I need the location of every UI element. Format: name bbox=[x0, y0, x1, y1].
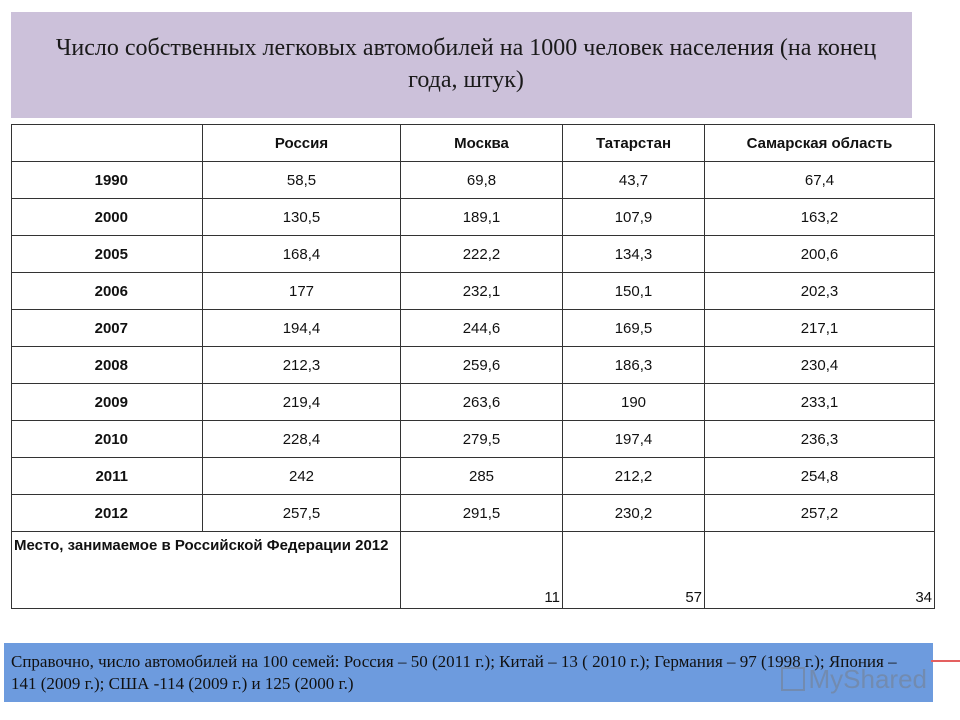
value-cell: 43,7 bbox=[563, 162, 705, 199]
watermark-icon bbox=[781, 667, 805, 691]
column-header bbox=[12, 125, 203, 162]
table-row bbox=[12, 421, 935, 458]
value-cell: 189,1 bbox=[401, 199, 563, 236]
value-cell: 219,4 bbox=[203, 384, 401, 421]
reference-note: Справочно, число автомобилей на 100 семей: Россия – 50 (2011 г.); Китай – 13 ( 2010 г.); Германия – 97 (1998 г.); Япония – 141 (2009 г.); США -114 (2009 г.) и 125 (2000 г.) bbox=[11, 652, 897, 693]
value-cell: 217,1 bbox=[705, 310, 935, 347]
table-row bbox=[12, 310, 935, 347]
value-cell: 279,5 bbox=[401, 421, 563, 458]
decorative-line bbox=[931, 660, 960, 662]
table-header-row bbox=[12, 125, 935, 162]
year-cell: 2011 bbox=[12, 458, 203, 495]
page-title: Число собственных легковых автомобилей на 1000 человек населения (на конец года, штук) bbox=[55, 35, 877, 93]
value-cell: 236,3 bbox=[705, 421, 935, 458]
value-cell: 58,5 bbox=[203, 162, 401, 199]
value-cell: 230,2 bbox=[563, 495, 705, 532]
ranking-value: 11 bbox=[401, 532, 563, 609]
column-header: Самарская область bbox=[705, 125, 935, 162]
value-cell: 150,1 bbox=[563, 273, 705, 310]
value-cell: 186,3 bbox=[563, 347, 705, 384]
value-cell: 222,2 bbox=[401, 236, 563, 273]
value-cell: 263,6 bbox=[401, 384, 563, 421]
value-cell: 257,2 bbox=[705, 495, 935, 532]
value-cell: 197,4 bbox=[563, 421, 705, 458]
value-cell: 228,4 bbox=[203, 421, 401, 458]
value-cell: 254,8 bbox=[705, 458, 935, 495]
ranking-value: 34 bbox=[705, 532, 935, 609]
ranking-label: Место, занимаемое в Российской Федерации 2012 bbox=[12, 532, 401, 609]
value-cell: 230,4 bbox=[705, 347, 935, 384]
table-row bbox=[12, 162, 935, 199]
value-cell: 291,5 bbox=[401, 495, 563, 532]
value-cell: 177 bbox=[203, 273, 401, 310]
value-cell: 212,3 bbox=[203, 347, 401, 384]
table-row bbox=[12, 458, 935, 495]
column-header: Татарстан bbox=[563, 125, 705, 162]
year-cell: 2009 bbox=[12, 384, 203, 421]
value-cell: 107,9 bbox=[563, 199, 705, 236]
value-cell: 134,3 bbox=[563, 236, 705, 273]
year-cell: 2006 bbox=[12, 273, 203, 310]
value-cell: 69,8 bbox=[401, 162, 563, 199]
year-cell: 2000 bbox=[12, 199, 203, 236]
value-cell: 212,2 bbox=[563, 458, 705, 495]
year-cell: 2005 bbox=[12, 236, 203, 273]
year-cell: 1990 bbox=[12, 162, 203, 199]
value-cell: 244,6 bbox=[401, 310, 563, 347]
value-cell: 67,4 bbox=[705, 162, 935, 199]
table-row bbox=[12, 347, 935, 384]
table-row bbox=[12, 199, 935, 236]
value-cell: 242 bbox=[203, 458, 401, 495]
value-cell: 194,4 bbox=[203, 310, 401, 347]
table-row bbox=[12, 236, 935, 273]
ranking-row bbox=[12, 532, 935, 609]
value-cell: 163,2 bbox=[705, 199, 935, 236]
value-cell: 168,4 bbox=[203, 236, 401, 273]
column-header: Россия bbox=[203, 125, 401, 162]
column-header: Москва bbox=[401, 125, 563, 162]
value-cell: 200,6 bbox=[705, 236, 935, 273]
year-cell: 2008 bbox=[12, 347, 203, 384]
watermark-text: MyShared bbox=[808, 664, 927, 694]
year-cell: 2007 bbox=[12, 310, 203, 347]
ranking-value: 57 bbox=[563, 532, 705, 609]
value-cell: 257,5 bbox=[203, 495, 401, 532]
value-cell: 190 bbox=[563, 384, 705, 421]
year-cell: 2010 bbox=[12, 421, 203, 458]
value-cell: 285 bbox=[401, 458, 563, 495]
value-cell: 130,5 bbox=[203, 199, 401, 236]
value-cell: 233,1 bbox=[705, 384, 935, 421]
value-cell: 259,6 bbox=[401, 347, 563, 384]
value-cell: 232,1 bbox=[401, 273, 563, 310]
table-row bbox=[12, 495, 935, 532]
year-cell: 2012 bbox=[12, 495, 203, 532]
value-cell: 202,3 bbox=[705, 273, 935, 310]
data-table bbox=[11, 124, 935, 609]
table-row bbox=[12, 273, 935, 310]
watermark bbox=[781, 664, 928, 695]
table-row bbox=[12, 384, 935, 421]
title-banner bbox=[11, 12, 912, 118]
value-cell: 169,5 bbox=[563, 310, 705, 347]
